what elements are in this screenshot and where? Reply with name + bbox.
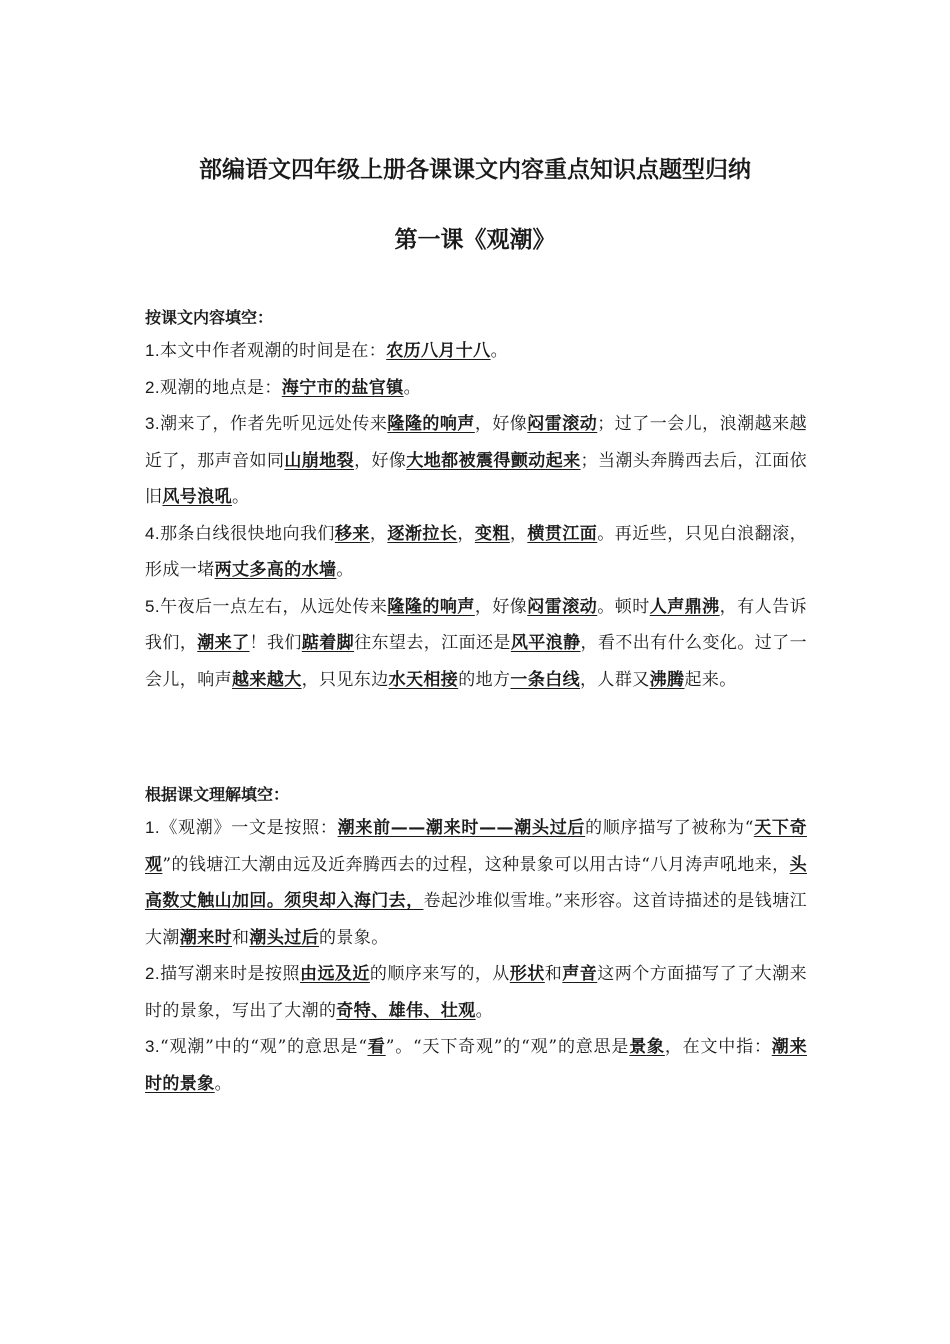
section-fill-in-by-text — [145, 307, 807, 698]
answer-text: 两丈多高的水墙 — [214, 560, 337, 580]
section-heading: 根据课文理解填空： — [145, 785, 290, 804]
question-number: 5. — [145, 596, 160, 616]
question-text: ”的钱塘江大潮由远及近奔腾西去的过程，这种景象可以用古诗“八月涛声吼地来， — [162, 854, 790, 875]
question-text: 。 — [232, 487, 250, 507]
question-item — [145, 333, 807, 370]
question-text: ；当潮头奔腾西去后，江面依旧 — [145, 450, 807, 507]
question-text: 和 — [544, 964, 563, 984]
question-text: 往东望去，江面还是 — [354, 633, 511, 653]
question-text: 。顿时 — [597, 596, 650, 617]
question-text: 的地方 — [458, 669, 511, 690]
question-number: 1. — [145, 818, 160, 837]
answer-text: 移来 — [334, 523, 370, 544]
question-text: 。再近些，只见白浪翻滚，形成一堵 — [145, 523, 808, 580]
question-text: ，好像 — [474, 596, 528, 617]
question-number: 4. — [145, 523, 160, 543]
question-item — [145, 406, 807, 516]
question-text: ，有人告诉我们， — [145, 596, 808, 653]
question-text: ”。“天下奇观”的“观”的意思是 — [385, 1037, 630, 1057]
question-text: 的顺序描写了被称为“ — [585, 818, 754, 838]
answer-text: 人声鼎沸 — [649, 596, 720, 617]
answer-text: 逐渐拉长 — [387, 523, 458, 544]
question-text: 这两个方面描写了了大潮来时的景象，写出了大潮的 — [145, 964, 808, 1021]
question-text: 潮来了，作者先听见远处传来 — [159, 414, 388, 434]
question-text: 和 — [232, 927, 250, 948]
answer-text: 山崩地裂 — [284, 450, 355, 471]
question-text: 的景象。 — [319, 927, 389, 948]
question-text: 本文中作者观潮的时间是在： — [159, 341, 387, 361]
question-text: ，好像 — [474, 414, 528, 434]
lesson-title: 第一课《观潮》 — [394, 227, 556, 253]
question-text: 观潮的地点是： — [159, 377, 282, 398]
answer-text: 潮来了 — [197, 633, 250, 653]
answer-text: 潮来时的景象 — [145, 1037, 807, 1094]
question-number: 3. — [145, 414, 160, 433]
question-text: ， — [509, 523, 528, 544]
question-text: 《观潮》一文是按照： — [159, 818, 338, 838]
question-text: 那条白线很快地向我们 — [159, 523, 335, 544]
answer-text: 潮头过后 — [249, 927, 320, 948]
question-text: ，在文中指： — [664, 1037, 772, 1057]
answer-text: 大地都被震得颤动起来 — [406, 450, 581, 471]
answer-text: 奇特、雄伟、壮观 — [336, 1000, 476, 1021]
document-title: 部编语文四年级上册各课课文内容重点知识点题型归纳 — [199, 157, 751, 183]
question-text: ，人群又 — [580, 669, 650, 690]
answer-text: 天下奇观 — [145, 818, 807, 875]
question-text: ， — [457, 523, 475, 544]
answer-text: 看 — [367, 1037, 386, 1057]
answer-text: 横贯江面 — [527, 523, 598, 544]
answer-text: 海宁市的盐官镇 — [281, 377, 404, 398]
question-item — [145, 956, 807, 1029]
question-item — [145, 516, 807, 589]
answer-text: 形状 — [509, 964, 545, 984]
question-text: 卷起沙堆似雪堆。”来形容。这首诗描述的是钱塘江大潮 — [145, 891, 808, 948]
question-text: 。 — [475, 1000, 494, 1021]
question-text: ，看不出有什么变化。过了一会儿，响声 — [145, 633, 807, 690]
question-text: 的顺序来写的，从 — [369, 964, 510, 984]
question-text: 起来。 — [684, 669, 737, 690]
answer-text: 水天相接 — [388, 669, 459, 690]
question-text: 。 — [403, 377, 422, 398]
question-item — [145, 370, 807, 407]
question-text: ；过了一会儿，浪潮越来越近了，那声音如同 — [145, 414, 807, 471]
question-text: 。 — [490, 341, 508, 361]
answer-text: 隆隆的响声 — [387, 596, 475, 617]
question-item — [145, 589, 807, 699]
answer-text: 由远及近 — [299, 964, 370, 984]
question-text: 。 — [214, 1073, 233, 1094]
answer-text: 变粗 — [474, 523, 510, 544]
answer-text: 隆隆的响声 — [387, 414, 475, 434]
question-text: ，只见东边 — [301, 669, 389, 690]
answer-text: 农历八月十八 — [386, 341, 491, 361]
answer-text: 踮着脚 — [301, 633, 355, 653]
question-text: “观潮”中的“观”的意思是“ — [159, 1037, 368, 1057]
answer-text: 风号浪吼 — [162, 487, 233, 507]
answer-text: 声音 — [562, 964, 598, 984]
answer-text: 一条白线 — [510, 669, 581, 690]
question-text: ， — [369, 523, 388, 544]
section-heading: 按课文内容填空： — [145, 308, 274, 327]
question-number: 3. — [145, 1037, 160, 1056]
answer-text: 景象 — [629, 1037, 665, 1057]
question-number: 2. — [145, 377, 160, 397]
section-fill-in-by-understanding — [145, 784, 807, 1102]
answer-text: 潮来时 — [179, 927, 233, 948]
question-text: 午夜后一点左右，从远处传来 — [159, 596, 388, 617]
question-list — [145, 333, 807, 698]
answer-text: 头高数丈触山加回。须臾却入海门去， — [145, 854, 807, 911]
question-list — [145, 810, 807, 1102]
question-text: ！我们 — [249, 633, 302, 653]
answer-text: 潮来前——潮来时——潮头过后 — [337, 818, 586, 838]
question-text: 。 — [336, 560, 354, 580]
answer-text: 闷雷滚动 — [527, 414, 598, 434]
question-item — [145, 810, 807, 956]
question-number: 1. — [145, 341, 160, 360]
answer-text: 闷雷滚动 — [527, 596, 598, 617]
answer-text: 越来越大 — [232, 669, 302, 690]
answer-text: 风平浪静 — [510, 633, 581, 653]
question-text: 描写潮来时是按照 — [159, 964, 300, 984]
question-item — [145, 1029, 807, 1102]
question-number: 2. — [145, 964, 160, 983]
question-text: ，好像 — [354, 450, 407, 471]
answer-text: 沸腾 — [649, 669, 685, 690]
